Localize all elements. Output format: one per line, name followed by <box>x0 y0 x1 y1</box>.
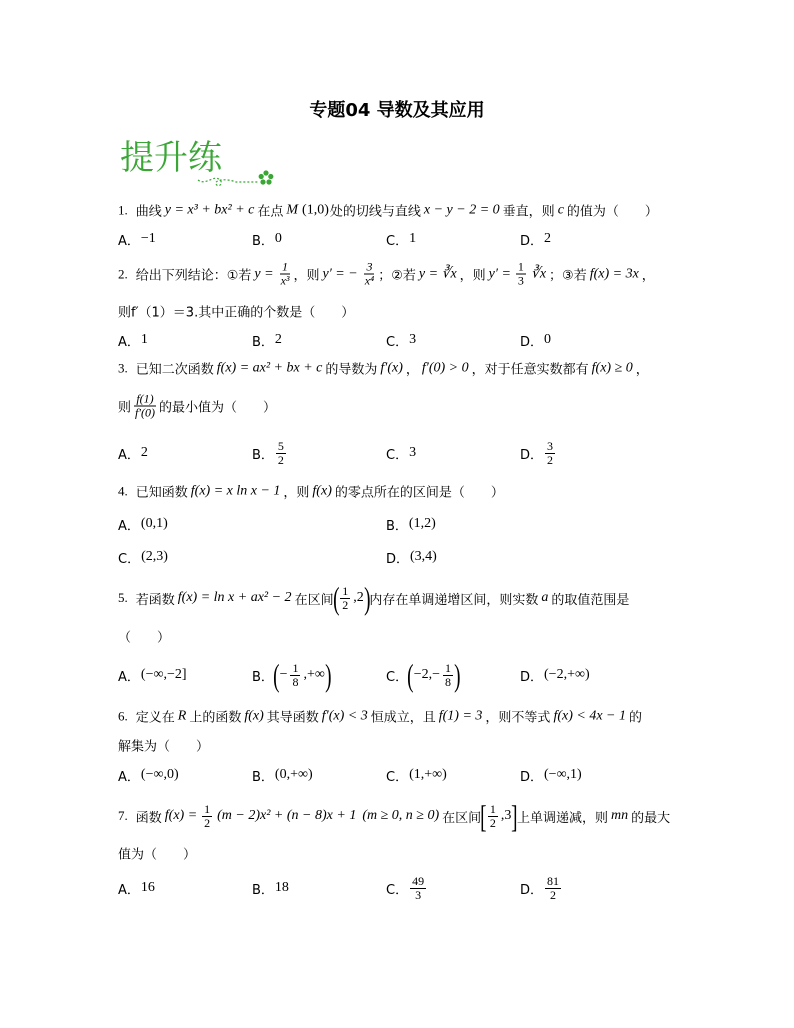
stem-text: 内存在单调递增区间，则实数 <box>369 592 539 608</box>
fraction-numerator: 1 <box>292 660 299 675</box>
stem-math: mn <box>610 808 629 823</box>
stem-math: ,3 <box>500 808 512 823</box>
option-fraction <box>443 662 453 689</box>
close-parenthesis: ) <box>454 657 461 693</box>
option-fraction <box>410 875 426 902</box>
option-d <box>520 755 583 795</box>
option-label: D． <box>520 447 544 463</box>
stem-text: 则 <box>118 400 132 416</box>
stem-math: f(x) < 4x − 1 <box>553 708 626 723</box>
fraction-numerator: 1 <box>204 801 211 816</box>
stem-math: ,2 <box>353 590 364 605</box>
fraction-numerator: 1 <box>342 583 349 598</box>
fraction <box>279 261 292 288</box>
stem-text: ， <box>405 362 419 378</box>
stem-math: f(1) = 3 <box>438 708 483 723</box>
option-value: 3 <box>409 332 417 347</box>
option-d <box>520 868 563 908</box>
question-number: 2. <box>118 266 128 281</box>
question-number: 3. <box>118 360 128 375</box>
stem-text: 其导函数 <box>266 710 319 726</box>
option-value: (−2,+∞) <box>544 667 590 682</box>
stem-math: y = ∛x <box>418 266 457 282</box>
logo-text: 提升练 <box>120 138 222 178</box>
option-b <box>252 433 288 473</box>
option-value: (1,2) <box>408 516 436 531</box>
stem-math: R <box>177 708 187 723</box>
fraction-numerator: 1 <box>282 259 289 274</box>
option-d <box>386 537 438 577</box>
stem-text: 上单调递减，则 <box>516 810 608 826</box>
option-value: 2 <box>544 231 552 246</box>
option-value: −2,− <box>413 667 441 682</box>
stem-text: 的取值范围是 <box>551 592 630 608</box>
option-value: 2 <box>140 445 148 460</box>
fraction-numerator: 49 <box>412 873 425 888</box>
stem-math: y′ = <box>488 266 511 281</box>
stem-math: f(x) = x ln x − 1 <box>190 483 281 498</box>
question-5-options <box>118 655 678 695</box>
fraction <box>202 803 212 830</box>
question-number: 5. <box>118 590 128 605</box>
option-fraction <box>545 440 555 467</box>
option-b <box>252 219 283 259</box>
stem-text: 的导数为 <box>325 362 378 378</box>
swirl-flower-icon <box>196 160 280 190</box>
stem-text: 垂直，则 <box>502 204 555 220</box>
question-3-options <box>118 433 678 473</box>
stem-text: ，则 <box>283 485 310 501</box>
stem-math: f′(0) > 0 <box>421 360 469 375</box>
close-parenthesis: ) <box>363 580 371 616</box>
fraction-numerator: 81 <box>547 873 560 888</box>
option-b <box>252 320 283 360</box>
stem-math: y = x³ + bx² + c <box>164 202 255 217</box>
stem-math: y = <box>254 266 274 281</box>
stem-math: f(x) = <box>164 808 198 823</box>
option-label: D． <box>520 233 544 249</box>
option-label: B． <box>252 769 274 785</box>
option-value: 3 <box>409 445 417 460</box>
option-label: A． <box>118 518 140 534</box>
stem-text: 在点 <box>257 204 284 220</box>
option-c <box>386 755 448 795</box>
fraction <box>363 261 377 288</box>
fraction-denominator: 2 <box>550 887 557 902</box>
option-label: B． <box>252 669 274 685</box>
option-label: D． <box>520 882 544 898</box>
open-bracket: [ <box>480 798 487 834</box>
question-2-options <box>118 320 678 360</box>
close-parenthesis: ) <box>325 657 332 693</box>
question-6-stem-continued <box>118 736 209 755</box>
question-number: 6. <box>118 708 128 723</box>
fraction-denominator: f′(0) <box>135 405 155 420</box>
fraction <box>488 803 498 830</box>
open-parenthesis: ( <box>273 657 280 693</box>
stem-math: f(x) <box>244 708 264 723</box>
close-bracket: ] <box>511 798 518 834</box>
option-value: (−∞,1) <box>544 767 582 782</box>
option-label: A． <box>118 447 140 463</box>
stem-math: (1,0) <box>302 202 329 217</box>
option-label: B． <box>252 882 274 898</box>
option-value: 16 <box>140 880 155 895</box>
option-label: A． <box>118 334 140 350</box>
option-value: 0 <box>274 231 282 246</box>
stem-text: 的最小值为（ ） <box>158 400 276 416</box>
fraction-numerator: 5 <box>277 438 284 453</box>
question-7-options <box>118 868 678 908</box>
question-number: 4. <box>118 483 128 498</box>
option-value: 1 <box>409 231 417 246</box>
stem-text: 的最大 <box>631 810 671 826</box>
option-label: A． <box>118 882 140 898</box>
option-label: C． <box>386 233 409 249</box>
option-a <box>118 868 156 908</box>
fraction-numerator: 1 <box>489 801 496 816</box>
question-number: 7. <box>118 808 128 823</box>
stem-math: f(x) = 3x <box>589 266 639 281</box>
stem-math: f(x) <box>312 483 332 498</box>
stem-text: ，则不等式 <box>485 710 551 726</box>
option-label: D． <box>520 769 544 785</box>
stem-text: ，则 <box>293 268 320 284</box>
answer-blank: （ ） <box>118 630 171 646</box>
fraction-denominator: x³ <box>280 273 290 288</box>
stem-text: 已知二次函数 <box>135 362 214 378</box>
stem-math: f(x) = ln x + ax² − 2 <box>177 590 292 605</box>
option-label: C． <box>386 669 409 685</box>
option-a <box>118 320 149 360</box>
question-6-stem <box>118 707 642 726</box>
option-a <box>118 433 149 473</box>
option-label: C． <box>118 551 141 567</box>
question-7-stem-continued <box>118 844 196 863</box>
stem-math: c <box>557 202 564 217</box>
stem-text: 在区间 <box>294 592 334 608</box>
stem-text: 的零点所在的区间是（ ） <box>334 485 504 501</box>
stem-text: ；②若 <box>378 268 416 284</box>
option-value: (1,+∞) <box>409 767 447 782</box>
fraction-denominator: 2 <box>277 452 284 467</box>
page-title: 专题04 导数及其应用 <box>309 100 485 121</box>
stem-text: ， <box>641 268 655 284</box>
fraction-denominator: 3 <box>415 887 422 902</box>
option-value: 1 <box>140 332 148 347</box>
option-value: (0,+∞) <box>274 767 313 782</box>
option-value: ,+∞ <box>303 667 325 682</box>
stem-text: 给出下列结论：①若 <box>135 268 252 284</box>
stem-math: (m ≥ 0, n ≥ 0) <box>362 808 440 823</box>
question-5-stem-continued <box>118 627 170 646</box>
fraction <box>340 585 350 612</box>
stem-text: 解集为（ ） <box>118 739 210 755</box>
stem-text: 在区间 <box>442 810 482 826</box>
option-value: −1 <box>140 231 156 246</box>
option-value: − <box>279 667 288 682</box>
stem-math: f(x) ≥ 0 <box>591 360 633 375</box>
option-value: (0,1) <box>140 516 168 531</box>
stem-text: 的值为（ ） <box>566 204 658 220</box>
option-a <box>118 219 157 259</box>
stem-math: x − y − 2 = 0 <box>423 202 500 217</box>
option-a <box>118 755 180 795</box>
question-7-stem <box>118 800 670 832</box>
fraction-denominator: 2 <box>204 815 211 830</box>
question-number: 1. <box>118 202 128 217</box>
fraction-denominator: 3 <box>517 273 524 288</box>
question-4-stem <box>118 482 504 501</box>
option-b <box>252 755 314 795</box>
fraction-numerator: 1 <box>517 259 524 274</box>
fraction-denominator: x⁴ <box>364 273 375 288</box>
option-label: D． <box>520 334 544 350</box>
fraction <box>516 261 526 288</box>
stem-text: 恒成立，且 <box>370 710 436 726</box>
fraction-numerator: f(1) <box>136 391 154 406</box>
option-c <box>118 537 169 577</box>
option-label: D． <box>520 669 544 685</box>
option-d <box>520 433 557 473</box>
option-label: B． <box>252 334 274 350</box>
stem-text: 已知函数 <box>135 485 188 501</box>
option-value: (−∞,−2] <box>140 667 187 682</box>
stem-math: a <box>541 590 549 605</box>
option-value: (2,3) <box>141 549 168 564</box>
option-b <box>252 868 290 908</box>
stem-math: f′(x) < 3 <box>321 708 368 723</box>
question-2-stem-continued <box>118 302 354 321</box>
option-label: B． <box>252 233 274 249</box>
option-value: 2 <box>274 332 282 347</box>
stem-text: 曲线 <box>135 204 162 220</box>
stem-math: y′ = − <box>322 266 358 281</box>
option-label: C． <box>386 334 409 350</box>
option-c <box>386 219 417 259</box>
stem-text: 则f′（1）＝3.其中正确的个数是（ ） <box>118 305 355 321</box>
option-label: A． <box>118 769 140 785</box>
option-value: 0 <box>544 332 552 347</box>
stem-text: 若函数 <box>135 592 175 608</box>
section-logo <box>120 136 280 190</box>
fraction-denominator: 8 <box>292 674 299 689</box>
fraction-denominator: 8 <box>445 674 452 689</box>
option-value: (−∞,0) <box>140 767 179 782</box>
option-label: D． <box>386 551 410 567</box>
stem-math: M <box>286 202 299 217</box>
stem-text: 函数 <box>135 810 162 826</box>
option-label: A． <box>118 233 140 249</box>
option-label: A． <box>118 669 140 685</box>
stem-text: 处的切线与直线 <box>329 204 421 220</box>
option-value: 18 <box>274 880 289 895</box>
stem-text: ，对于任意实数都有 <box>471 362 589 378</box>
question-3-stem <box>118 359 649 378</box>
option-label: C． <box>386 447 409 463</box>
question-4-options-row-2 <box>118 537 678 577</box>
stem-text: ， <box>635 362 649 378</box>
question-1-stem <box>118 201 658 220</box>
stem-text: 上的函数 <box>189 710 242 726</box>
stem-text: 定义在 <box>135 710 175 726</box>
open-parenthesis: ( <box>407 657 414 693</box>
fraction <box>133 393 157 420</box>
option-d <box>520 655 591 695</box>
option-c <box>386 655 460 695</box>
option-value: (3,4) <box>410 549 437 564</box>
fraction-denominator: 2 <box>489 815 496 830</box>
question-2-stem <box>118 261 655 288</box>
fraction-numerator: 3 <box>366 259 373 274</box>
stem-math: f(x) = ax² + bx + c <box>216 360 323 375</box>
option-fraction <box>276 440 286 467</box>
question-1-options <box>118 219 678 259</box>
fraction-numerator: 1 <box>445 660 452 675</box>
stem-text: ；③若 <box>549 268 587 284</box>
option-label: C． <box>386 882 409 898</box>
option-fraction <box>290 662 300 689</box>
question-6-options <box>118 755 678 795</box>
option-d <box>520 320 552 360</box>
option-label: C． <box>386 769 409 785</box>
option-c <box>386 433 417 473</box>
option-c <box>386 320 417 360</box>
stem-text: ，则 <box>459 268 486 284</box>
option-d <box>520 219 552 259</box>
fraction-numerator: 3 <box>547 438 554 453</box>
stem-text: 值为（ ） <box>118 847 197 863</box>
fraction-denominator: 2 <box>342 597 349 612</box>
stem-math: f′(x) <box>380 360 403 375</box>
question-5-stem <box>118 582 629 614</box>
option-label: B． <box>252 447 274 463</box>
option-fraction <box>545 875 561 902</box>
fraction-denominator: 2 <box>547 452 554 467</box>
question-3-stem-continued <box>118 393 276 420</box>
open-parenthesis: ( <box>332 580 340 616</box>
option-b <box>252 655 331 695</box>
stem-text: 的 <box>628 710 642 726</box>
stem-math: (m − 2)x² + (n − 8)x + 1 <box>217 808 357 823</box>
option-label: B． <box>386 518 408 534</box>
option-c <box>386 868 428 908</box>
stem-math: ∛x <box>530 266 547 282</box>
option-a <box>118 655 188 695</box>
